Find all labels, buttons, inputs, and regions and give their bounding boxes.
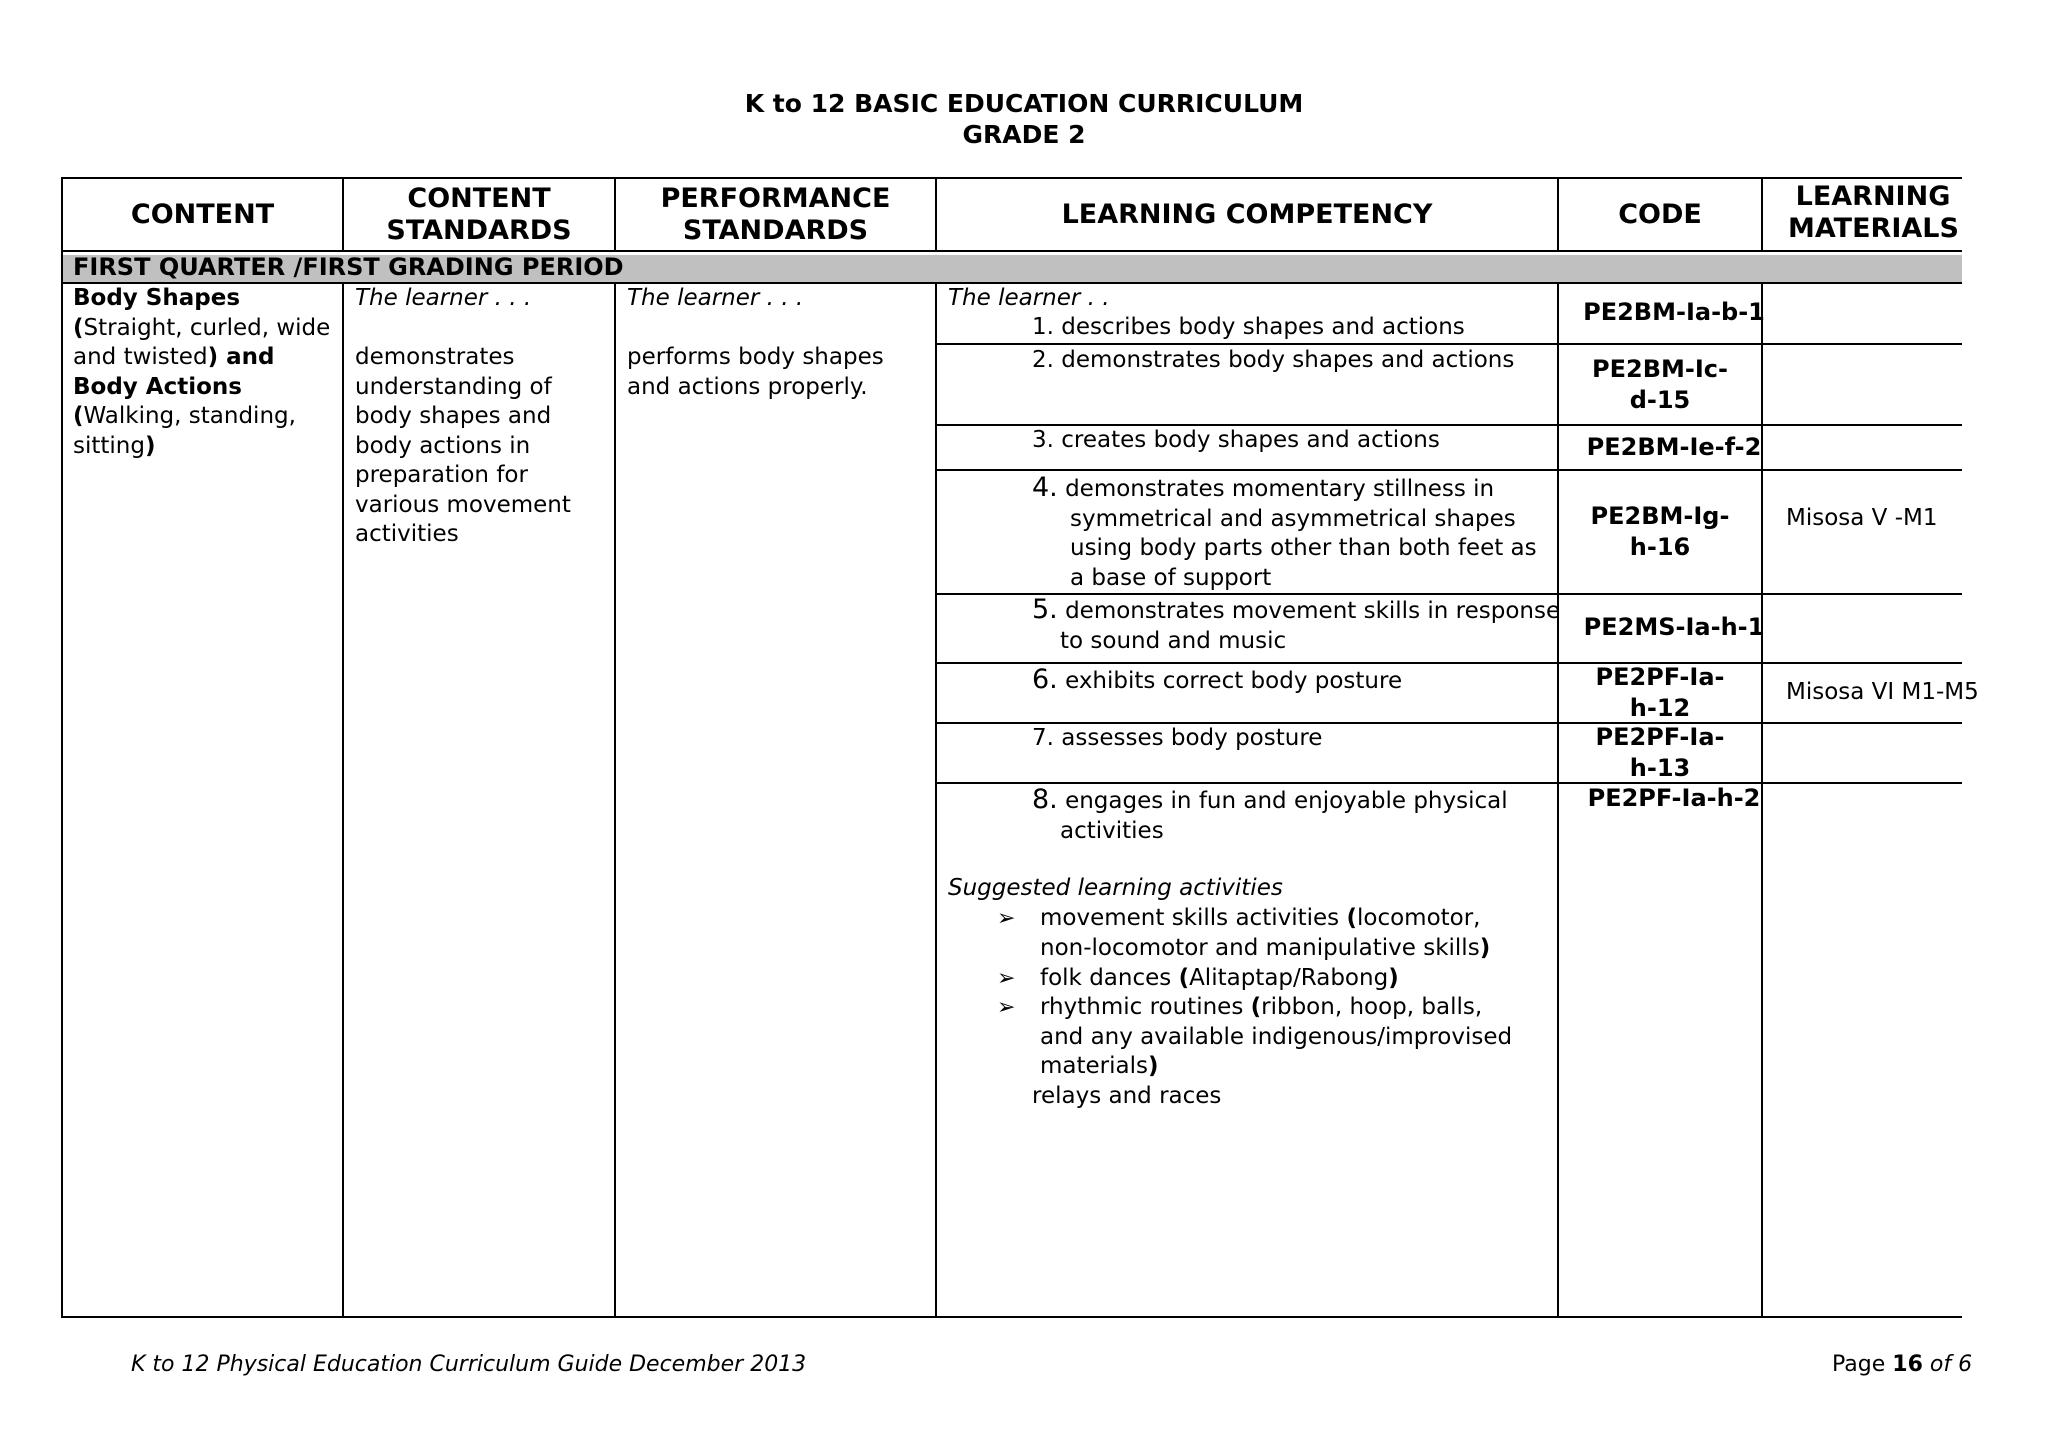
content-text-2: Walking, standing, sitting [73, 403, 296, 459]
competency-text-line1: engages in fun and enjoyable physical [1065, 788, 1508, 814]
competency-number: 8. [1032, 784, 1058, 815]
bullet-arrow-icon: ➢ [997, 906, 1016, 931]
competency-text-line1: demonstrates movement skills in response [1065, 598, 1561, 624]
competency-text: creates body shapes and actions [1061, 427, 1440, 453]
competency-number: 7. [1032, 725, 1054, 751]
competency-5 [1032, 594, 1561, 656]
bullet-arrow-icon: ➢ [997, 995, 1016, 1020]
code-cell: PE2BM-Ia-b-1 [1583, 298, 1765, 326]
code-cell: PE2PF-Ia-h-12 [1595, 663, 1725, 722]
suggested-item-2 [1040, 964, 1520, 994]
suggested-item-paren-close: ) [1479, 934, 1491, 961]
suggested-item-inner: Alitaptap/Rabong [1189, 965, 1389, 991]
competency-text: exhibits correct body posture [1065, 668, 1403, 694]
code-cell: PE2PF-Ia-h-2 [1587, 784, 1761, 812]
content-title-1: Body Shapes [73, 285, 241, 311]
content-paren-open-1: ( [73, 314, 84, 341]
content-text-1: Straight, curled, wide and twisted [73, 314, 331, 370]
code-cell: PE2MS-Ia-h-1 [1583, 613, 1765, 641]
col-header-content: CONTENT [130, 198, 275, 230]
suggested-item-inner: locomotor, non-locomotor and manipulative skills [1040, 905, 1481, 961]
col-header-performance-standards [616, 179, 935, 250]
suggested-item-inner: ribbon, hoop, balls, and any available indigenous/improvised materials [1040, 994, 1513, 1079]
col-header-learning-materials [1763, 177, 1983, 248]
competency-number: 2. [1032, 347, 1054, 373]
suggested-item-paren-close: ) [1388, 965, 1399, 991]
competency-intro: The learner . . [948, 285, 1110, 311]
competency-text-rest: to sound and music [1060, 627, 1287, 654]
suggested-item-1 [1040, 904, 1520, 963]
content-standards-intro: The learner . . . [355, 285, 532, 311]
competency-number: 5. [1032, 594, 1058, 625]
code-cell: PE2BM-Ie-f-2 [1586, 433, 1762, 461]
competency-text-rest: symmetrical and asymmetrical shapes using body parts other than both feet as a base of support [1070, 505, 1537, 591]
performance-standards-intro: The learner . . . [627, 285, 804, 311]
suggested-item-text: movement skills activities [1040, 905, 1347, 931]
competency-number: 1. [1032, 314, 1054, 340]
document-title: K to 12 BASIC EDUCATION CURRICULUM [744, 89, 1304, 118]
suggested-item-text: folk dances [1040, 965, 1179, 991]
competency-text: assesses body posture [1061, 725, 1323, 751]
col-header-performance-standards-label: PERFORMANCE STANDARDS [660, 182, 891, 246]
suggested-item-paren-open: ( [1346, 905, 1357, 931]
performance-standards-text: performs body shapes and actions properly. [627, 344, 884, 400]
suggested-item-text: rhythmic routines [1040, 994, 1251, 1020]
footer-page-number [1832, 1352, 1973, 1377]
footer-page-num: 16 [1892, 1352, 1923, 1377]
footer-guide-title: K to 12 Physical Education Curriculum Guide December 2013 [131, 1352, 807, 1377]
col-header-code: CODE [1618, 198, 1702, 230]
footer-page-prefix: Page [1832, 1352, 1893, 1377]
competency-8 [1032, 785, 1552, 846]
competency-text: describes body shapes and actions [1061, 314, 1465, 340]
content-cell [73, 284, 335, 461]
content-paren-open-2: ( [73, 403, 84, 429]
competency-1 [1032, 313, 1465, 343]
col-header-learning-competency: LEARNING COMPETENCY [1061, 198, 1433, 230]
competency-text-line1: demonstrates momentary stillness in [1065, 476, 1495, 502]
competency-7 [1032, 724, 1322, 754]
competency-6 [1032, 665, 1402, 697]
suggested-activities-title: Suggested learning activities [948, 875, 1283, 901]
col-header-content-standards [344, 179, 614, 250]
competency-3 [1032, 426, 1440, 456]
code-cell: PE2BM-Ic-d-15 [1592, 355, 1728, 414]
competency-2 [1032, 346, 1514, 376]
competency-number: 6. [1032, 664, 1058, 695]
suggested-item-paren-close: ) [1147, 1053, 1159, 1079]
footer-page-suffix: of 6 [1922, 1352, 1973, 1377]
content-paren-close-2: ) [144, 432, 156, 459]
code-cell: PE2BM-Ig-h-16 [1590, 502, 1730, 561]
content-title-2: Body Actions [73, 373, 242, 400]
suggested-item-paren-open: ( [1178, 965, 1190, 991]
competency-number: 4. [1032, 472, 1058, 503]
content-paren-close-1: ) and [207, 344, 275, 370]
quarter-label: FIRST QUARTER /FIRST GRADING PERIOD [73, 253, 624, 281]
document-grade: GRADE 2 [962, 120, 1086, 149]
suggested-item-paren-open: ( [1250, 994, 1262, 1020]
material-cell: Misosa VI M1-M5 [1786, 679, 1979, 705]
col-header-content-standards-label: CONTENT STANDARDS [386, 182, 572, 246]
bullet-arrow-icon: ➢ [997, 966, 1016, 991]
competency-text-rest: activities [1060, 817, 1164, 844]
competency-number: 3. [1032, 427, 1054, 453]
competency-4 [1032, 473, 1552, 593]
competency-text: demonstrates body shapes and actions [1061, 347, 1515, 373]
code-cell: PE2PF-Ia-h-13 [1595, 723, 1725, 782]
material-cell: Misosa V -M1 [1786, 505, 1938, 531]
suggested-item-last: relays and races [1032, 1083, 1222, 1109]
content-standards-text: demonstrates understanding of body shapes and body actions in preparation for various movement activities [355, 344, 571, 547]
col-header-learning-materials-label: LEARNING MATERIALS [1788, 180, 1959, 244]
suggested-item-3 [1040, 993, 1520, 1082]
